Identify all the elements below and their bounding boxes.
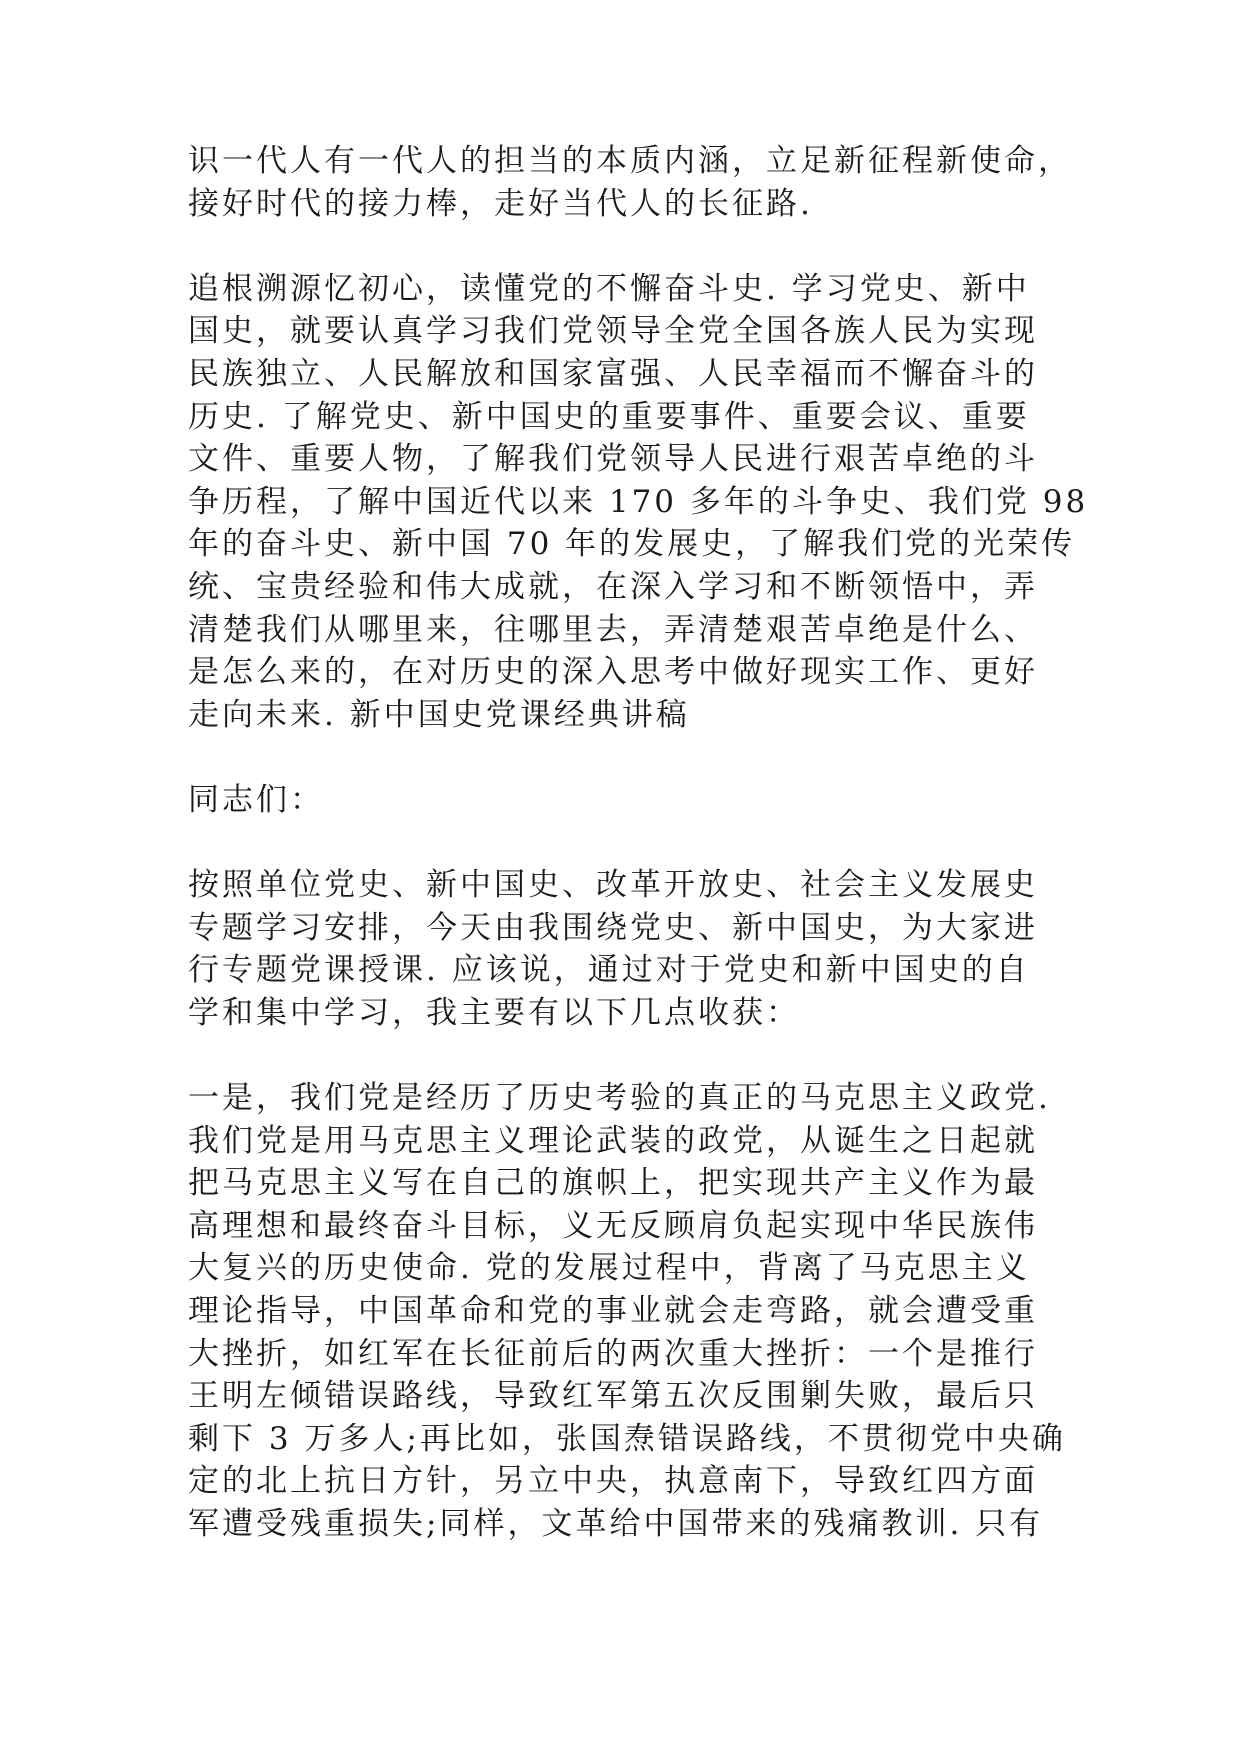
text-line: 清楚我们从哪里来，往哪里去，弄清楚艰苦卓绝是什么、 bbox=[188, 611, 1038, 648]
text-line: 我们党是用马克思主义理论武装的政党，从诞生之日起就 bbox=[188, 1122, 1038, 1159]
text-line: 统、宝贵经验和伟大成就，在深入学习和不断领悟中，弄 bbox=[188, 568, 1038, 605]
paragraph-4 bbox=[188, 864, 1048, 1034]
text-line: 定的北上抗日方针，另立中央，执意南下，导致红四方面 bbox=[188, 1463, 1038, 1500]
text-line: 把马克思主义写在自己的旗帜上，把实现共产主义作为最 bbox=[188, 1165, 1038, 1202]
text-line: 理论指导，中国革命和党的事业就会走弯路，就会遭受重 bbox=[188, 1293, 1038, 1330]
text-line: 王明左倾错误路线，导致红军第五次反围剿失败，最后只 bbox=[188, 1378, 1038, 1415]
text-line: 同志们： bbox=[188, 781, 324, 818]
text-line: 大复兴的历史使命. 党的发展过程中，背离了马克思主义 bbox=[188, 1250, 1030, 1287]
paragraph-2 bbox=[188, 268, 1089, 737]
document-body bbox=[188, 140, 1089, 1546]
text-line: 民族独立、人民解放和国家富强、人民幸福而不懈奋斗的 bbox=[188, 355, 1038, 392]
text-line: 专题学习安排，今天由我围绕党史、新中国史，为大家进 bbox=[188, 909, 1038, 946]
text-line: 军遭受残重损失;同样，文革给中国带来的残痛教训. 只有 bbox=[188, 1506, 1044, 1542]
paragraph-1 bbox=[188, 140, 1072, 225]
text-line: 识一代人有一代人的担当的本质内涵，立足新征程新使命， bbox=[188, 143, 1072, 179]
text-line: 剩下 3 万多人;再比如，张国焘错误路线，不贯彻党中央确 bbox=[188, 1420, 1066, 1457]
paragraph-5 bbox=[188, 1077, 1066, 1546]
text-line: 国史，就要认真学习我们党领导全党全国各族人民为实现 bbox=[188, 313, 1038, 350]
text-line: 按照单位党史、新中国史、改革开放史、社会主义发展史 bbox=[188, 867, 1038, 904]
text-line: 一是，我们党是经历了历史考验的真正的马克思主义政党. bbox=[188, 1080, 1051, 1117]
text-line: 文件、重要人物，了解我们党领导人民进行艰苦卓绝的斗 bbox=[188, 441, 1038, 478]
text-line: 历史. 了解党史、新中国史的重要事件、重要会议、重要 bbox=[188, 398, 1030, 435]
text-line: 接好时代的接力棒，走好当代人的长征路. bbox=[188, 185, 813, 222]
text-line: 大挫折，如红军在长征前后的两次重大挫折：一个是推行 bbox=[188, 1335, 1038, 1372]
text-line: 高理想和最终奋斗目标，义无反顾肩负起实现中华民族伟 bbox=[188, 1207, 1038, 1244]
text-line: 争历程，了解中国近代以来 170 多年的斗争史、我们党 98 bbox=[188, 483, 1089, 520]
text-line: 是怎么来的，在对历史的深入思考中做好现实工作、更好 bbox=[188, 654, 1038, 691]
text-line: 行专题党课授课. 应该说，通过对于党史和新中国史的自 bbox=[188, 952, 1030, 989]
text-line: 追根溯源忆初心，读懂党的不懈奋斗史. 学习党史、新中 bbox=[188, 270, 1030, 307]
paragraph-3 bbox=[188, 779, 1048, 822]
text-line: 学和集中学习，我主要有以下几点收获： bbox=[188, 994, 800, 1031]
text-line: 年的奋斗史、新中国 70 年的发展史，了解我们党的光荣传 bbox=[188, 526, 1076, 563]
text-line: 走向未来. 新中国史党课经典讲稿 bbox=[188, 696, 690, 733]
